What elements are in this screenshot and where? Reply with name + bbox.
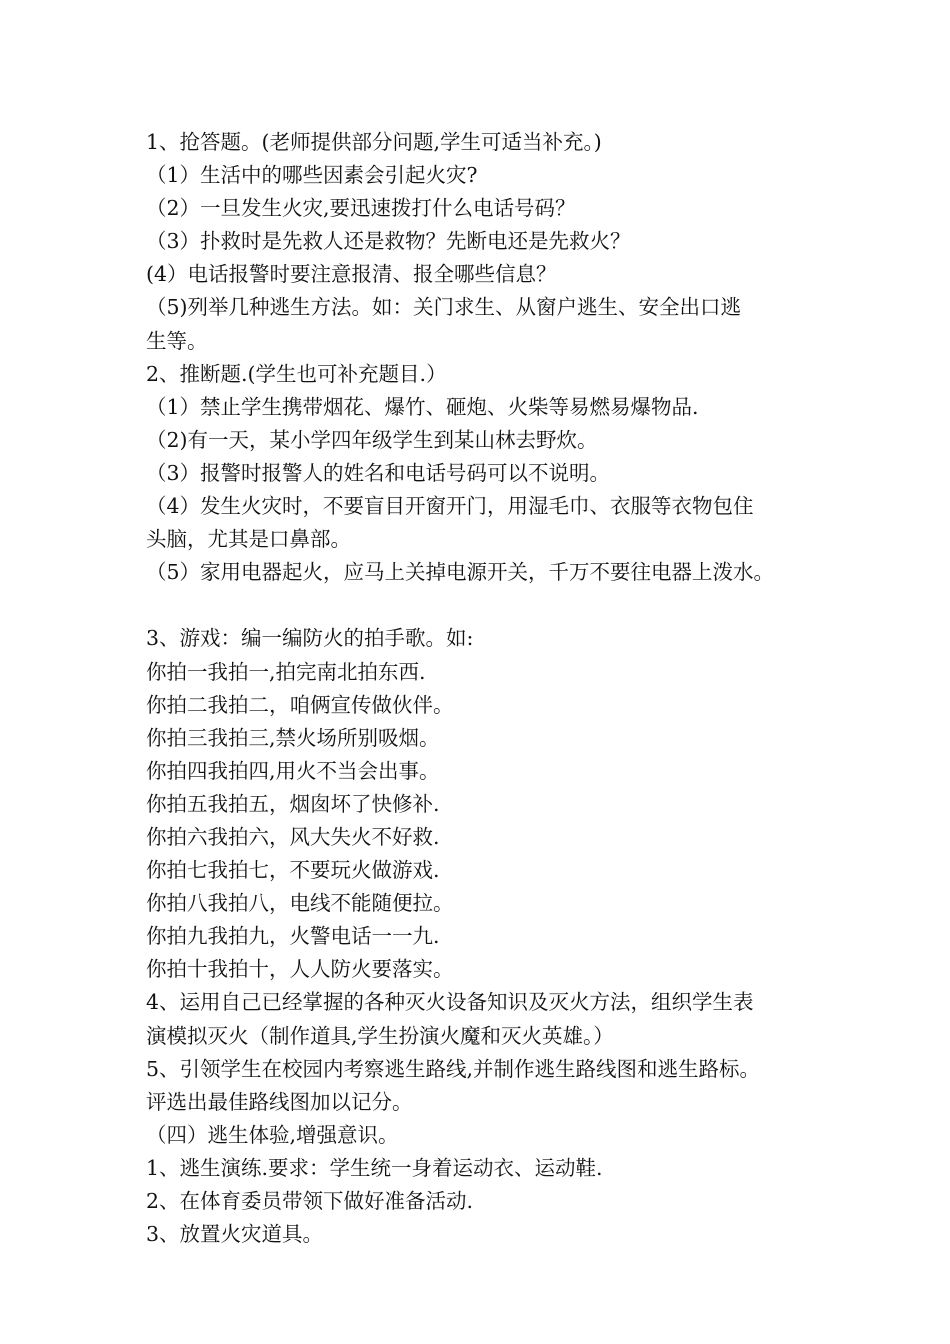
- text-line: （4）发生火灾时，不要盲目开窗开门，用湿毛巾、衣服等衣物包住: [146, 494, 754, 519]
- text-line: 你拍十我拍十，人人防火要落实。: [146, 957, 454, 982]
- text-line: 3、放置火灾道具。: [146, 1222, 324, 1247]
- text-line: （1）生活中的哪些因素会引起火灾?: [146, 163, 478, 188]
- text-line: （2）一旦发生火灾,要迅速拨打什么电话号码？: [146, 196, 576, 221]
- text-line: （5)列举几种逃生方法。如：关门求生、从窗户逃生、安全出口逃: [146, 295, 742, 320]
- text-line: 你拍九我拍九，火警电话一一九.: [146, 924, 440, 949]
- text-line: 你拍八我拍八，电线不能随便拉。: [146, 891, 454, 916]
- text-line: 你拍五我拍五，烟囱坏了快修补.: [146, 791, 440, 816]
- text-line: 评选出最佳路线图加以记分。: [146, 1089, 413, 1114]
- text-line: 3、游戏：编一编防火的拍手歌。如:: [146, 626, 474, 651]
- text-line: 2、在体育委员带领下做好准备活动.: [146, 1189, 474, 1213]
- document-body: [146, 126, 836, 1251]
- text-line: （3）报警时报警人的姓名和电话号码可以不说明。: [146, 460, 611, 485]
- text-line: 你拍四我拍四,用火不当会出事。: [146, 758, 440, 783]
- text-line: 5、引领学生在校园内考察逃生路线,并制作逃生路线图和逃生路标。: [146, 1056, 761, 1081]
- text-line: （5）家用电器起火，应马上关掉电源开关，千万不要往电器上泼水。: [146, 560, 775, 585]
- text-line: 1、逃生演练.要求：学生统一身着运动衣、运动鞋.: [146, 1155, 603, 1180]
- text-line: 2、推断题.(学生也可补充题目.）: [146, 361, 447, 386]
- text-line: 你拍三我拍三,禁火场所别吸烟。: [146, 725, 440, 750]
- text-line: 1、抢答题。(老师提供部分问题,学生可适当补充。): [146, 130, 602, 154]
- text-line: 你拍一我拍一,拍完南北拍东西.: [146, 659, 426, 684]
- text-line: 你拍七我拍七，不要玩火做游戏.: [146, 858, 440, 883]
- text-line: (4）电话报警时要注意报清、报全哪些信息？: [146, 262, 557, 287]
- text-line: （四）逃生体验,增强意识。: [146, 1122, 399, 1147]
- text-line: （3）扑救时是先救人还是救物？先断电还是先救火？: [146, 229, 631, 254]
- text-line: 头脑，尤其是口鼻部。: [146, 527, 351, 552]
- text-line: 你拍二我拍二，咱俩宣传做伙伴。: [146, 692, 454, 717]
- blank-line: [146, 589, 836, 622]
- text-line: 演模拟灭火（制作道具,学生扮演火魔和灭火英雄。）: [146, 1023, 614, 1048]
- text-line: 4、运用自己已经掌握的各种灭火设备知识及灭火方法，组织学生表: [146, 990, 754, 1015]
- text-line: （2)有一天，某小学四年级学生到某山林去野炊。: [146, 427, 598, 452]
- text-line: 生等。: [146, 328, 208, 353]
- text-line: （1）禁止学生携带烟花、爆竹、砸炮、火柴等易燃易爆物品.: [146, 394, 699, 419]
- text-line: 你拍六我拍六，风大失火不好救.: [146, 824, 440, 849]
